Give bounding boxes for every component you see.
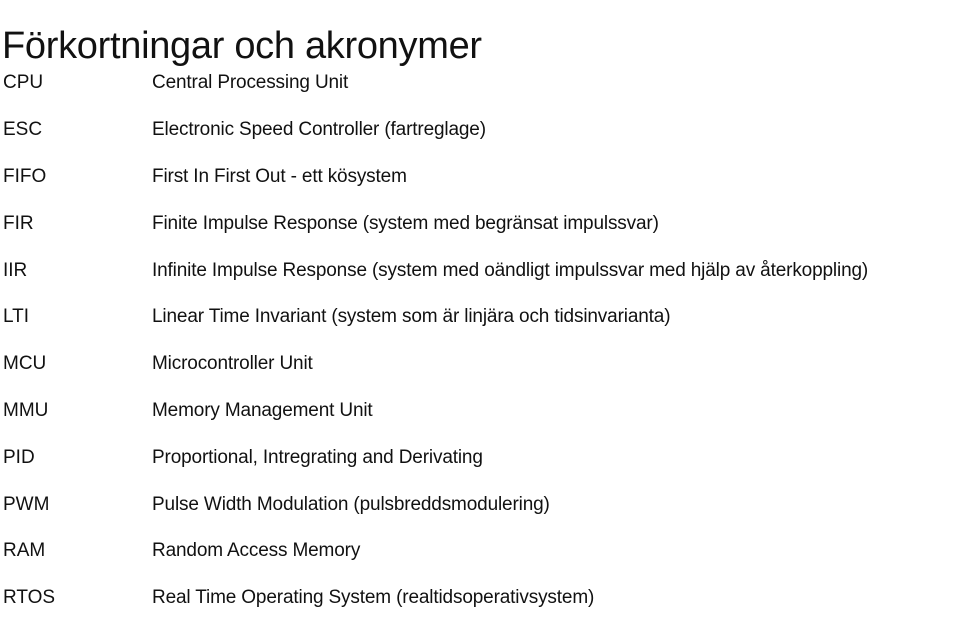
- abbreviation-definition: Proportional, Intregrating and Derivating: [152, 446, 483, 468]
- abbreviation-definition: Microcontroller Unit: [152, 353, 313, 375]
- abbreviation-term: IIR: [3, 259, 28, 281]
- abbreviation-definition: Central Processing Unit: [152, 72, 349, 94]
- abbreviation-row: [0, 528, 960, 575]
- abbreviation-definition: Infinite Impulse Response (system med oändligt impulssvar med hjälp av återkoppling): [152, 259, 869, 281]
- abbreviation-term: LTI: [3, 306, 30, 328]
- abbreviation-term: FIR: [3, 212, 34, 234]
- abbreviation-row: [0, 247, 960, 294]
- abbreviation-definition: First In First Out - ett kösystem: [152, 165, 407, 187]
- abbreviation-definition: Linear Time Invariant (system som är linjära och tidsinvarianta): [152, 306, 671, 328]
- abbreviation-term: ESC: [3, 119, 43, 141]
- abbreviation-term: FIFO: [3, 165, 47, 187]
- abbreviation-definition: Pulse Width Modulation (pulsbreddsmodulering): [152, 493, 550, 515]
- abbreviation-row: [0, 341, 960, 388]
- abbreviation-row: [0, 107, 960, 154]
- abbreviation-definition: Real Time Operating System (realtidsoperativsystem): [152, 587, 595, 609]
- abbreviation-definition: Electronic Speed Controller (fartreglage): [152, 119, 486, 141]
- page-title: Förkortningar och akronymer: [2, 25, 482, 68]
- abbreviation-row: [0, 434, 960, 481]
- abbreviation-row: [0, 154, 960, 201]
- abbreviation-row: [0, 60, 960, 107]
- abbreviation-definition: Finite Impulse Response (system med begränsat impulssvar): [152, 212, 659, 234]
- abbreviation-term: CPU: [3, 72, 44, 94]
- abbreviation-row: [0, 200, 960, 247]
- abbreviation-row: [0, 575, 960, 622]
- abbreviation-row: [0, 388, 960, 435]
- abbreviation-definition: Random Access Memory: [152, 540, 361, 562]
- abbreviation-row: [0, 481, 960, 528]
- abbreviation-term: RTOS: [3, 587, 56, 609]
- abbreviation-term: MCU: [3, 353, 47, 375]
- abbreviation-term: PID: [3, 446, 35, 468]
- abbreviation-row: [0, 294, 960, 341]
- abbreviation-term: RAM: [3, 540, 46, 562]
- abbreviation-term: MMU: [3, 399, 49, 421]
- abbreviation-definition: Memory Management Unit: [152, 399, 373, 421]
- abbreviation-term: PWM: [3, 493, 50, 515]
- abbreviation-list: [0, 60, 960, 622]
